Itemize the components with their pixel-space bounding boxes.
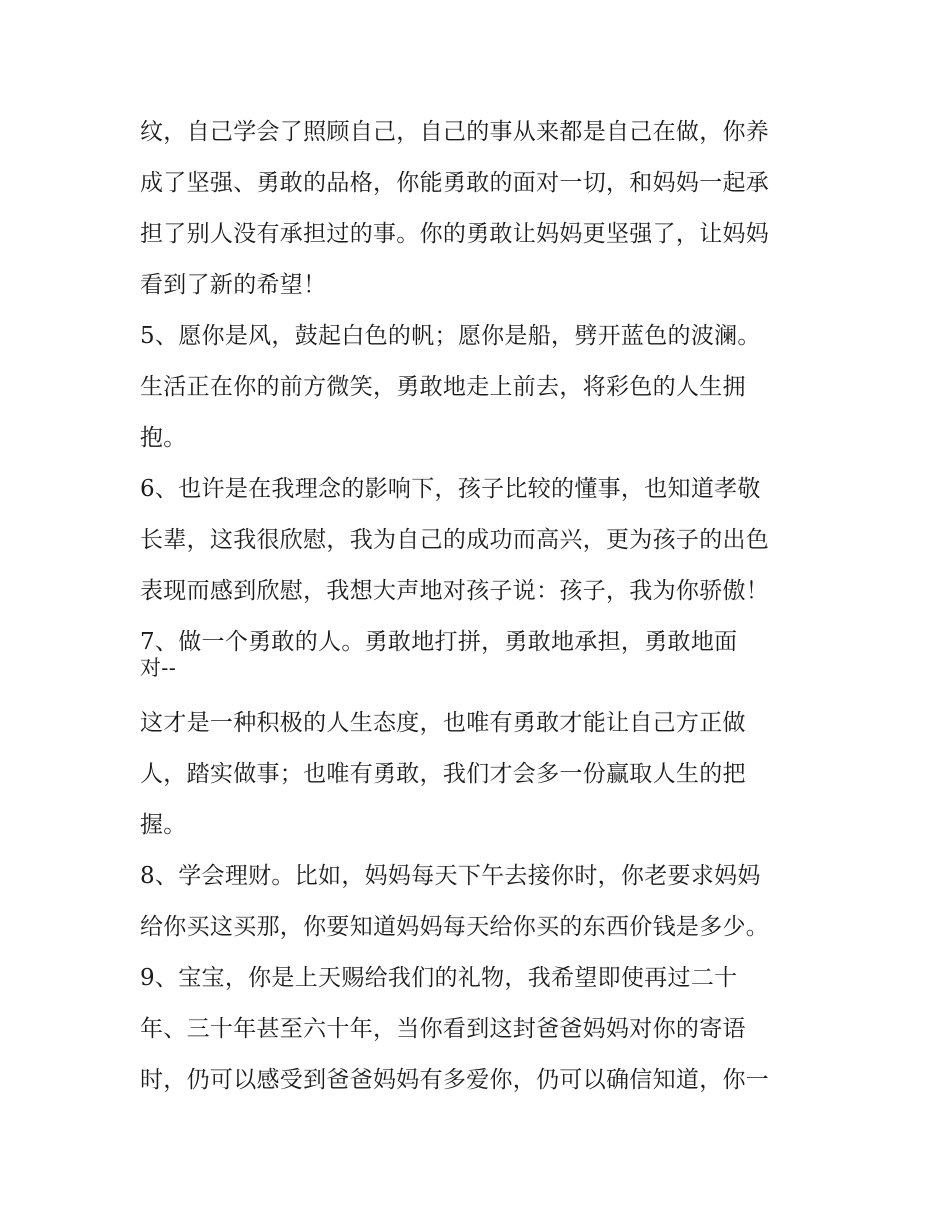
text-line: 这才是一种积极的人生态度，也唯有勇敢才能让自己方正做 (140, 710, 746, 736)
text-line: 7、做一个勇敢的人。勇敢地打拼，勇敢地承担，勇敢地面 (140, 629, 738, 655)
body-text (140, 107, 830, 1106)
text-line: 长辈，这我很欣慰，我为自己的成功而高兴，更为孩子的出色 (140, 527, 770, 553)
text-line: 生活正在你的前方微笑，勇敢地走上前去，将彩色的人生拥 (140, 374, 746, 400)
text-line: 成了坚强、勇敢的品格，你能勇敢的面对一切，和妈妈一起承 (140, 170, 770, 196)
text-line: 给你买这买那，你要知道妈妈每天给你买的东西价钱是多少。 (140, 914, 770, 940)
text-line: 时，仍可以感受到爸爸妈妈有多爱你，仍可以确信知道，你一 (140, 1067, 770, 1093)
text-line: 5、愿你是风，鼓起白色的帆；愿你是船，劈开蓝色的波澜。 (140, 323, 761, 349)
text-line: 年、三十年甚至六十年，当你看到这封爸爸妈妈对你的寄语 (140, 1016, 746, 1042)
text-line: 8、学会理财。比如，妈妈每天下午去接你时，你老要求妈妈 (140, 863, 761, 889)
text-line: 6、也许是在我理念的影响下，孩子比较的懂事，也知道孝敬 (140, 476, 761, 502)
text-line: 抱。 (140, 425, 187, 451)
text-line: 人，踏实做事；也唯有勇敢，我们才会多一份赢取人生的把 (140, 761, 746, 787)
text-line: 9、宝宝，你是上天赐给我们的礼物，我希望即使再过二十 (140, 965, 738, 991)
text-line: 对-- (140, 656, 177, 680)
text-line: 表现而感到欣慰，我想大声地对孩子说：孩子，我为你骄傲！ (140, 578, 770, 604)
text-line: 担了别人没有承担过的事。你的勇敢让妈妈更坚强了，让妈妈 (140, 221, 770, 247)
text-line: 看到了新的希望！ (140, 272, 327, 298)
text-line: 握。 (140, 812, 187, 838)
text-line: 纹，自己学会了照顾自己，自己的事从来都是自己在做，你养 (140, 119, 770, 145)
